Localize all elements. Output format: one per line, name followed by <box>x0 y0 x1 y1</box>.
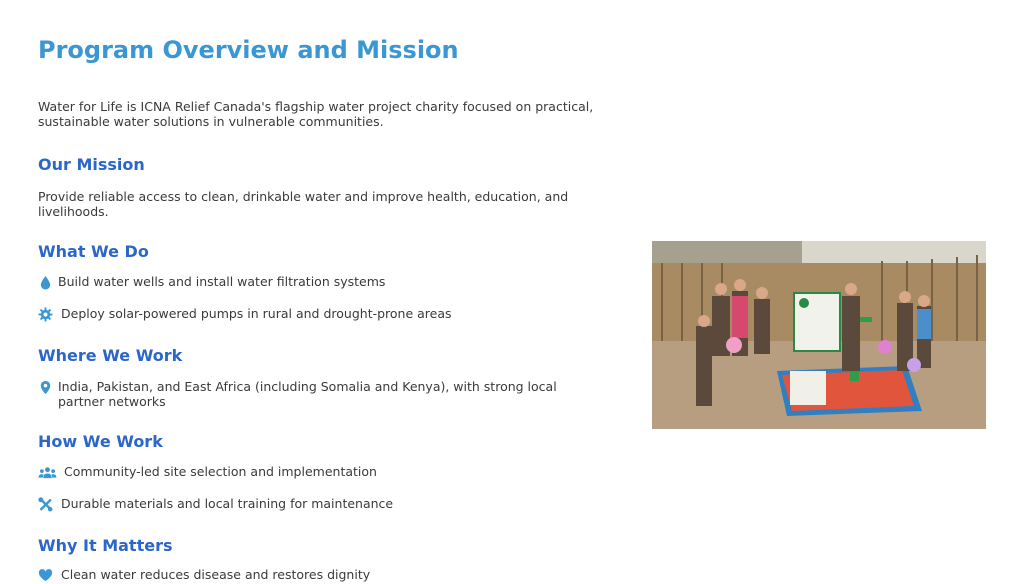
list-item <box>38 496 598 513</box>
heart-icon <box>38 568 57 584</box>
mission-text: Provide reliable access to clean, drinkable water and improve health, education, and livelihoods. <box>38 189 569 219</box>
what-we-do-heading: What We Do <box>38 242 149 261</box>
list-item <box>38 379 598 409</box>
list-item-text: Deploy solar-powered pumps in rural and drought-prone areas <box>61 306 452 321</box>
list-item-text: Build water wells and install water filtration systems <box>58 274 386 289</box>
how-we-work-heading: How We Work <box>38 432 163 451</box>
gear-icon <box>38 307 57 323</box>
people-icon <box>38 465 60 481</box>
list-item <box>38 306 598 323</box>
map-pin-icon <box>38 380 54 396</box>
page-title: Program Overview and Mission <box>38 36 459 64</box>
list-item-text: Community-led site selection and implementation <box>64 464 377 479</box>
list-item-text: Clean water reduces disease and restores dignity <box>61 567 371 582</box>
tools-icon <box>38 497 57 513</box>
list-item-text: Durable materials and local training for maintenance <box>61 496 394 511</box>
why-it-matters-heading: Why It Matters <box>38 536 173 555</box>
list-item <box>38 464 598 481</box>
intro-text: Water for Life is ICNA Relief Canada's flagship water project charity focused on practical, sustainable water solutions in vulnerable communities. <box>38 99 594 129</box>
mission-heading: Our Mission <box>38 155 145 174</box>
list-item-text: India, Pakistan, and East Africa (including Somalia and Kenya), with strong local partner networks <box>58 379 557 409</box>
project-photo <box>652 241 986 429</box>
water-drop-icon <box>38 275 54 291</box>
where-we-work-heading: Where We Work <box>38 346 183 365</box>
project-photo-illustration <box>652 241 986 429</box>
list-item <box>38 274 598 291</box>
